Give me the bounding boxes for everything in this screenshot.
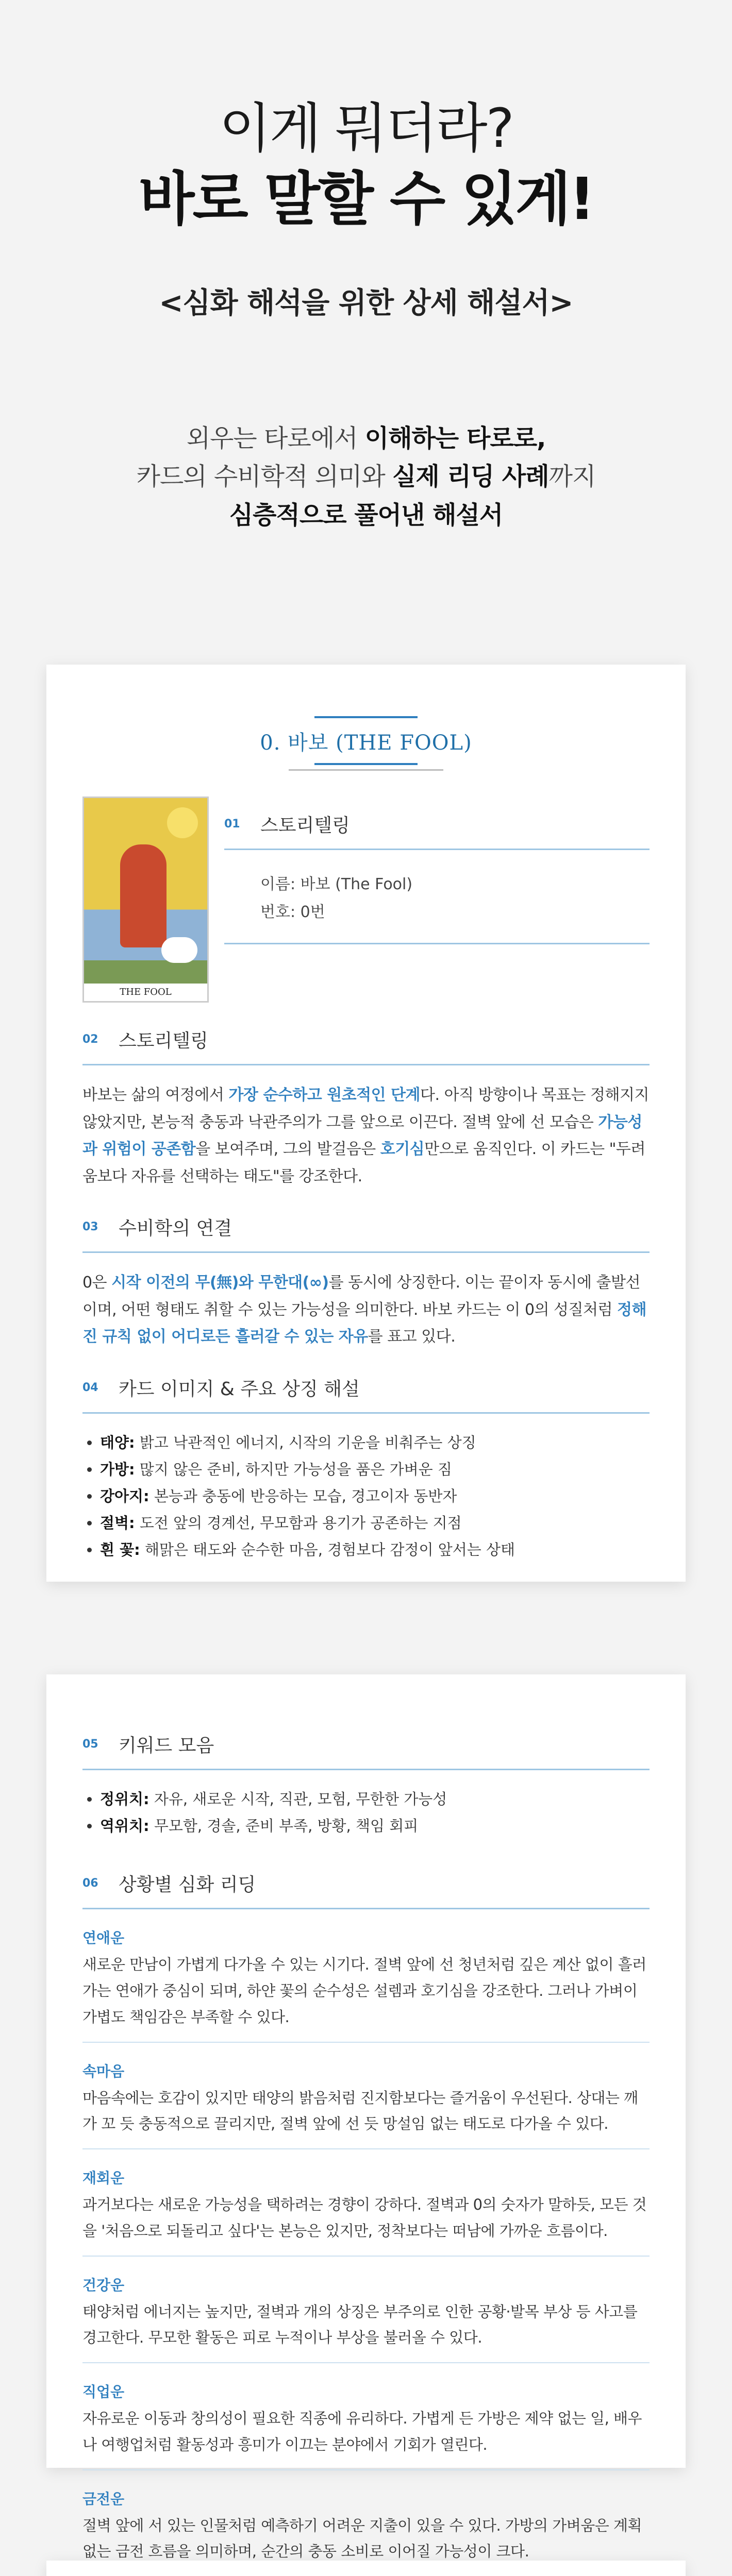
title-divider [289,769,443,771]
situation-item [82,1927,650,2042]
basic-info [209,796,650,1003]
keyword-list [82,1786,650,1839]
hero-subtitle: <심화 해석을 위한 상세 해설서> [159,286,573,320]
section-number: 03 [82,1221,98,1233]
situation-text: 마음속에는 호감이 있지만 태양의 밝음처럼 진지함보다는 즐거움이 우선된다. 상대는 깨가 꼬 듯 충동적으로 끌리지만, 절벽 앞에 선 듯 망설임 없는 태도로 다가올 수 있다. [82,2089,638,2133]
situation-divider [82,2148,650,2149]
intro [0,419,732,534]
situation-text: 자유로운 이동과 창의성이 필요한 직종에 유리하다. 가볍게 든 가방은 제약 없는 일, 배우나 여행업처럼 활동성과 흥미가 이끄는 분야에서 기회가 열린다. [82,2410,642,2453]
numerology-text: 0은 시작 이전의 무(無)와 무한대(∞)를 동시에 상징한다. 이는 끝이자 동시에 출발선이며, 어떤 형태도 취할 수 있는 가능성을 의미한다. 바보 카드는 이 0의 성질처럼 정해진 규칙 없이 어디로든 흘러갈 수 있는 자유를 표고 있다. [82,1274,646,1346]
situation-label: 연애운 [82,1929,125,1947]
section-divider [82,1908,650,1909]
title-divider [314,763,418,765]
situation-text: 절벽 앞에 서 있는 인물처럼 예측하기 어려운 지출이 있을 수 있다. 가방의 가벼움은 계획 없는 금전 흐름을 의미하며, 순간의 충동 소비로 이어질 가능성이 크다. [82,2516,642,2561]
situation-divider [82,2256,650,2257]
fool-figure-icon [120,844,167,947]
situation-item [82,2274,650,2364]
section-title: 카드 이미지 & 주요 상징 해설 [119,1378,360,1400]
situation-text: 과거보다는 새로운 가능성을 택하려는 경향이 강하다. 절벽과 0의 숫자가 말하듯, 모든 것을 '처음으로 되돌리고 싶다'는 본능은 있지만, 정착보다는 떠남에 가까운 흐름이다. [82,2196,647,2240]
list-item: • 정위치: 자유, 새로운 시작, 직관, 모험, 무한한 가능성 [100,1786,650,1812]
hero [0,0,732,321]
situation-label: 직업운 [82,2383,125,2401]
section-divider [82,1064,650,1065]
hero-line-2: 바로 말할 수 있게! [139,165,593,233]
situation-divider [82,2362,650,2363]
intro-text: 외우는 타로에서 [186,423,365,453]
situation-label: 재회운 [82,2170,125,2187]
story-text: 바보는 삶의 여정에서 가장 순수하고 원초적인 단계다. 아직 방향이나 목표는 정해지지 않았지만, 본능적 충동과 낙관주의가 그를 앞으로 이끈다. 절벽 앞에 선 모습은 가능성과 위험이 공존함을 보여주며, 그의 발걸음은 호기심만으로 움직인다. 이 카드는 "두려움보다 자유를 선택하는 태도"를 강조한다. [82,1086,649,1185]
story-section [82,1026,650,1190]
card-overview [82,796,650,1003]
card-title: 0. 바보 (THE FOOL) [260,731,472,755]
dog-icon [161,937,197,963]
page-card-1 [46,665,686,1582]
section-title: 상황별 심화 리딩 [119,1874,256,1896]
situation-label: 건강운 [82,2276,125,2294]
page-card-3 [46,2561,686,2576]
section-divider [224,943,650,944]
numerology-section [82,1214,650,1351]
situation-item [82,2381,650,2470]
situations-section [82,1870,650,2565]
card-title-block [82,665,650,771]
intro-highlight: 실제 리딩 사례 [392,462,549,492]
section-divider [82,1251,650,1253]
section-title: 수비학의 연결 [119,1218,232,1239]
intro-text: 까지 [548,462,596,492]
list-item: • 흰 꽃: 해맑은 태도와 순수한 마음, 경험보다 감정이 앞서는 상태 [100,1536,650,1563]
situation-item [82,2060,650,2150]
page-card-2 [46,1674,686,2561]
tarot-card-caption: THE FOOL [84,984,207,1001]
section-number: 02 [82,1033,98,1046]
section-number: 04 [82,1381,98,1394]
situation-item [82,2167,650,2257]
section-divider [224,849,650,850]
section-divider [82,1412,650,1414]
section-divider [82,1769,650,1770]
situation-item [82,2488,650,2565]
list-item: • 강아지: 본능과 충동에 반응하는 모습, 경고이자 동반자 [100,1483,650,1510]
situation-label: 금전운 [82,2490,125,2507]
section-number: 06 [82,1877,98,1890]
list-item: • 역위치: 무모함, 경솔, 준비 부족, 방황, 책임 회피 [100,1812,650,1839]
situation-text: 새로운 만남이 가볍게 다가올 수 있는 시기다. 절벽 앞에 선 청년처럼 깊은 계산 없이 흘러가는 연애가 중심이 되며, 하얀 꽃의 순수성은 설렘과 호기심을 강조한다. 그러나 가벼이 가볍도 책임감은 부족할 수 있다. [82,1956,646,2026]
section-number: 05 [82,1738,98,1751]
situation-divider [82,2469,650,2470]
situation-text: 태양처럼 에너지는 높지만, 절벽과 개의 상징은 부주의로 인한 공황·발목 부상 등 사고를 경고한다. 무모한 활동은 피로 누적이나 부상을 불러올 수 있다. [82,2302,638,2347]
situation-label: 속마음 [82,2062,125,2080]
list-item: • 절벽: 도전 앞의 경계선, 무모함과 용기가 공존하는 지점 [100,1510,650,1536]
section-number: 01 [224,818,240,831]
hero-line-1: 이게 뭐더라? [219,97,513,160]
intro-text: 카드의 수비학적 의미와 [136,462,393,492]
keywords-section [82,1731,650,1839]
section-title: 스토리텔링 [119,1030,208,1052]
intro-highlight: 심층적으로 풀어낸 해설서 [229,500,503,530]
section-title: 키워드 모음 [119,1735,214,1756]
tarot-card-image [82,796,209,1003]
symbols-section [82,1375,650,1564]
card-number-line: 번호: 0번 [260,903,325,921]
list-item: • 가방: 많지 않은 준비, 하지만 가능성을 품은 가벼운 짐 [100,1456,650,1483]
section-title: 스토리텔링 [260,815,350,836]
sun-icon [167,807,198,838]
card-name-line: 이름: 바보 (The Fool) [260,875,413,893]
situation-divider [82,2042,650,2043]
list-item: • 태양: 밝고 낙관적인 에너지, 시작의 기운을 비춰주는 상징 [100,1429,650,1456]
intro-highlight: 이해하는 타로로, [364,423,546,453]
symbol-list [82,1429,650,1564]
